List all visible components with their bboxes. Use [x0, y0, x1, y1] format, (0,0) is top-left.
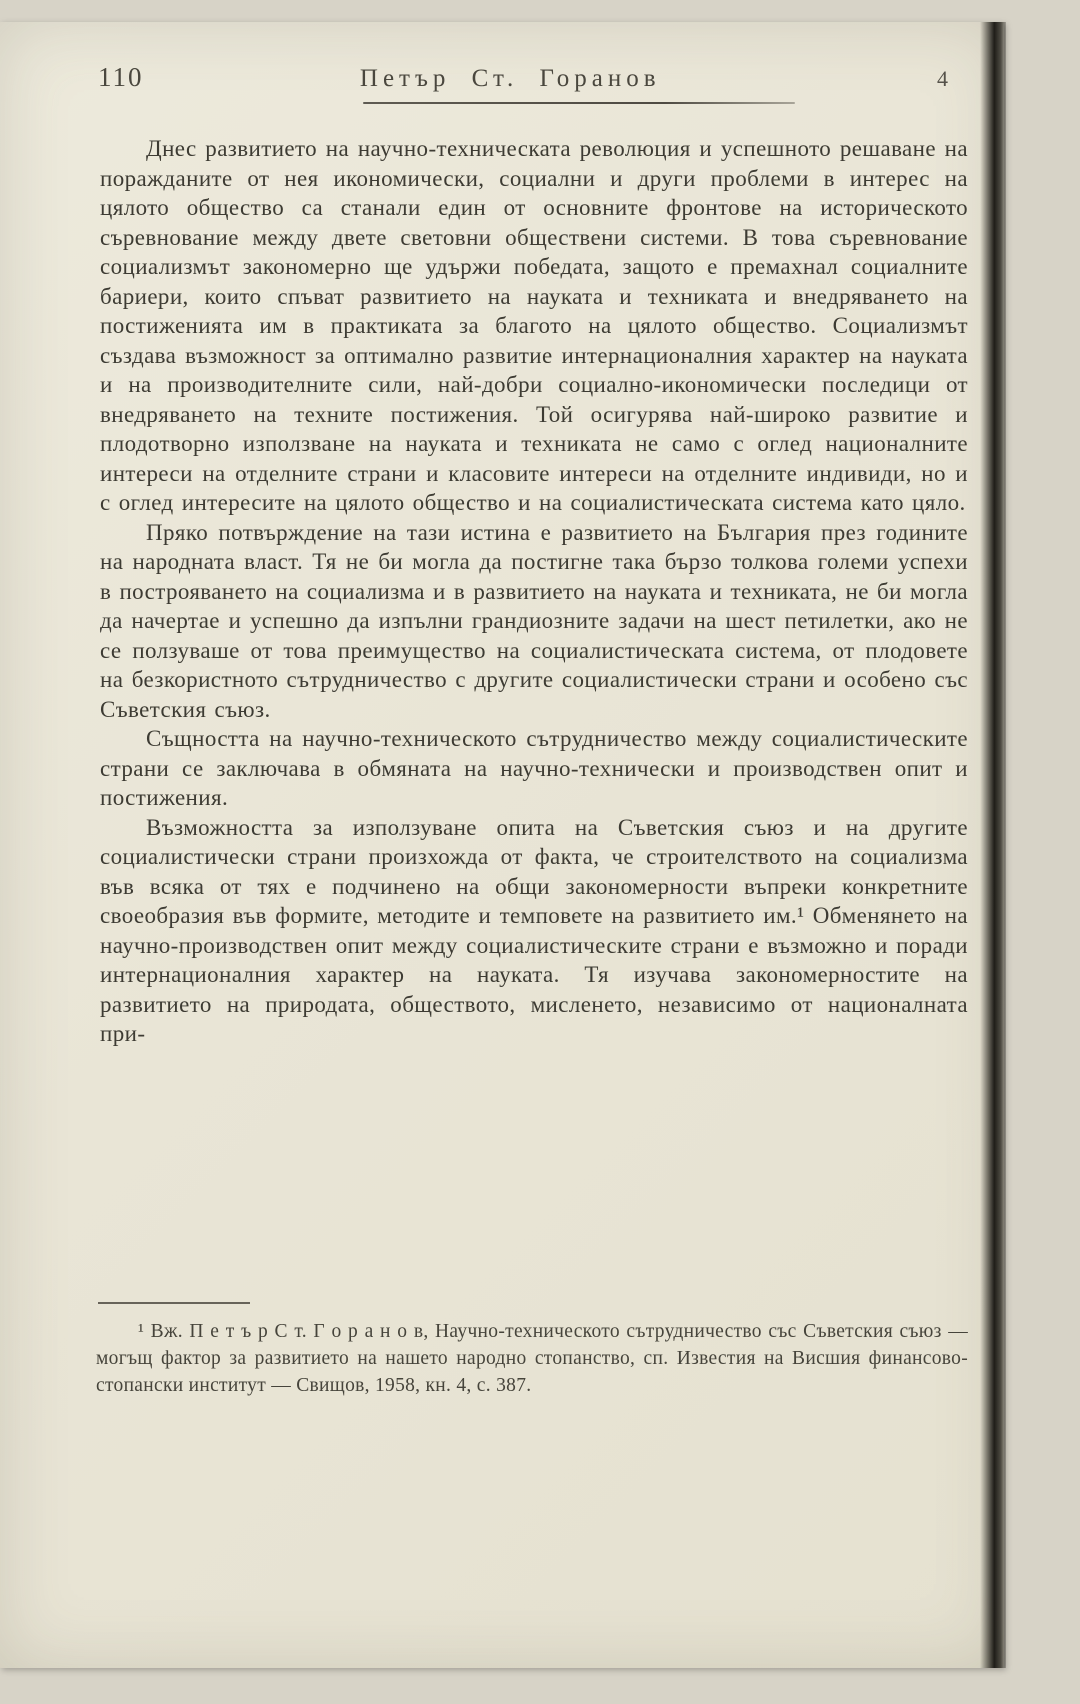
page-number: 110 [98, 62, 144, 92]
corner-mark: 4 [937, 66, 948, 91]
footnote [96, 1318, 968, 1399]
body-text [100, 134, 968, 1049]
header-rule [363, 102, 795, 104]
running-title: Петър Ст. Горанов [359, 65, 661, 92]
paragraph-4: Възможността за използуване опита на Съветския съюз и на другите социалистически страни произхожда от факта, че строителството на социализма във всяка от тях е подчинено на общи закономерности въпреки конкретните своеобразия във формите, методите и темповете на развитието им.¹ Обменянето на научно-производствен опит между социалистическите страни е възможно и поради интернационалния характер на науката. Тя изучава закономерностите на развитието на природата, обществото, мисленето, независимо от националната при- [100, 814, 968, 1046]
footnote-rule [98, 1302, 250, 1304]
paragraph-3: Същността на научно-техническото сътрудничество между социалистическите страни се заключава в обмяната на научно-технически и производствен опит и постижения. [100, 726, 968, 810]
paragraph-1: Днес развитието на научно-техническата революция и успешното решаване на поражданите от нея икономически, социални и други проблеми в интерес на цялото общество са станали един от основните фронтове на историческото съревнование между двете световни обществени системи. В това съревнование социализмът закономерно ще удържи победата, защото е премахнал социалните бариери, които спъват развитието на науката и техниката и внедряването на постиженията им в практиката за благото на цялото общество. Социализмът създава възможност за оптимално развитие интернационалния характер на науката и на производителните сили, най-добри социално-икономически последици от внедряването на техните постижения. Той осигурява най-широко развитие и плодотворно използване на науката и техниката не само с оглед националните интереси на отделните страни и класовите интереси на отделните индивиди, но и с оглед интересите на цялото общество и на социалистическата система като цяло. [100, 136, 968, 515]
spine-shadow [980, 22, 1006, 1668]
footnote-text: ¹ Вж. П е т ъ р С т. Г о р а н о в, Научно-техническото сътрудничество със Съветския съюз — могъщ фактор за развитието на нашето народно стопанство, сп. Известия на Висшия финансово-стопански институт — Свищов, 1958, кн. 4, с. 387. [96, 1321, 968, 1396]
paragraph-2: Пряко потвърждение на тази истина е развитието на България през годините на народната власт. Тя не би могла да постигне така бързо толкова големи успехи в построяването на социализма и в развитието на науката и техниката, не би могла да начертае и успешно да изпълни грандиозните задачи на шест петилетки, ако не се ползуваше от това преимущество на социалистическата система, от плодовете на безкористното сътрудничество с другите социалистически страни и особено със Съветския съюз. [100, 519, 968, 722]
page-header [98, 62, 948, 93]
